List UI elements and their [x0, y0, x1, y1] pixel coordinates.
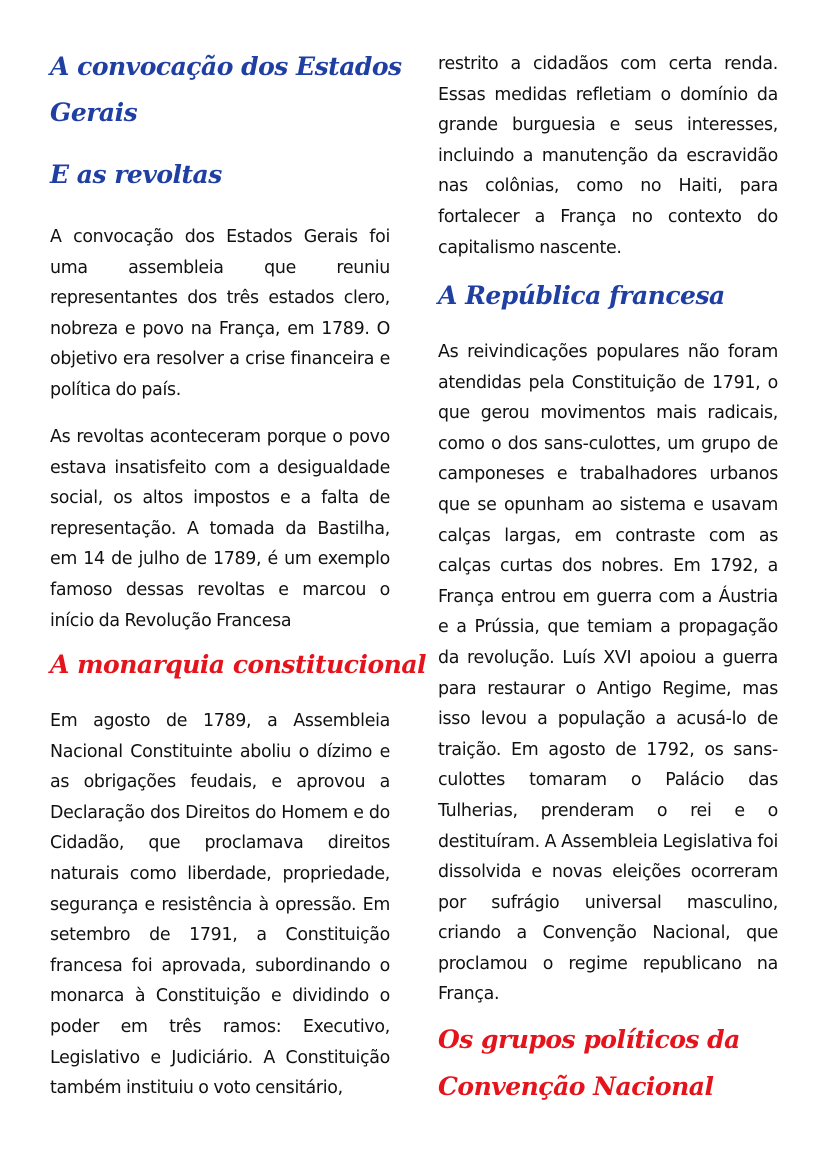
left-column	[50, 0, 427, 1171]
section-title-republica-francesa: A República francesa	[438, 281, 725, 310]
section-title-grupos-politicos-line2: Convenção Nacional	[438, 1072, 714, 1101]
paragraph-voto-censitario: restrito a cidadãos com certa renda. Essas medidas refletiam o domínio da grande burguesia e seus interesses, incluindo a manutenção da escravidão nas colônias, como no Haiti, para fortalecer a França no contexto do capitalismo nascente.	[438, 54, 778, 258]
section-title-grupos-politicos: Os grupos políticos da	[438, 1025, 740, 1054]
paragraph-estados-gerais: A convocação dos Estados Gerais foi uma assembleia que reuniu representantes dos três estados clero, nobreza e povo na França, em 1789. O objetivo era resolver a crise financeira e política do país.	[50, 227, 390, 400]
section-title-estados-gerais: A convocação dos Estados	[50, 52, 402, 81]
section-title-monarquia-constitucional: A monarquia constitucional	[50, 650, 427, 679]
paragraph-revoltas: As revoltas aconteceram porque o povo estava insatisfeito com a desigualdade social, os altos impostos e a falta de representação. A tomada da Bastilha, em 14 de julho de 1789, é um exemplo famoso dessas revoltas e marcou o início da Revolução Francesa	[50, 427, 390, 631]
paragraph-monarquia: Em agosto de 1789, a Assembleia Nacional Constituinte aboliu o dízimo e as obrigações feudais, e aprovou a Declaração dos Direitos do Homem e do Cidadão, que proclamava direitos naturais como liberdade, propriedade, segurança e resistência à opressão. Em setembro de 1791, a Constituição francesa foi aprovada, subordinando o monarca à Constituição e dividindo o poder em três ramos: Executivo, Legislativo e Judiciário. A Constituição também instituiu o voto censitário,	[50, 711, 390, 1099]
section-subtitle-revoltas: E as revoltas	[50, 160, 222, 189]
right-column	[438, 0, 778, 1171]
paragraph-republica: As reivindicações populares não foram atendidas pela Constituição de 1791, o que gerou movimentos mais radicais, como o dos sans-culottes, um grupo de camponeses e trabalhadores urbanos que se opunham ao sistema e usavam calças largas, em contraste com as calças curtas dos nobres. Em 1792, a França entrou em guerra com a Áustria e a Prússia, que temiam a propagação da revolução. Luís XVI apoiou a guerra para restaurar o Antigo Regime, mas isso levou a população a acusá-lo de traição. Em agosto de 1792, os sans-culottes tomaram o Palácio das Tulherias, prenderam o rei e o destituíram. A Assembleia Legislativa foi dissolvida e novas eleições ocorreram por sufrágio universal masculino, criando a Convenção Nacional, que proclamou o regime republicano na França.	[438, 342, 778, 1005]
section-title-estados-gerais-line2: Gerais	[50, 98, 138, 127]
